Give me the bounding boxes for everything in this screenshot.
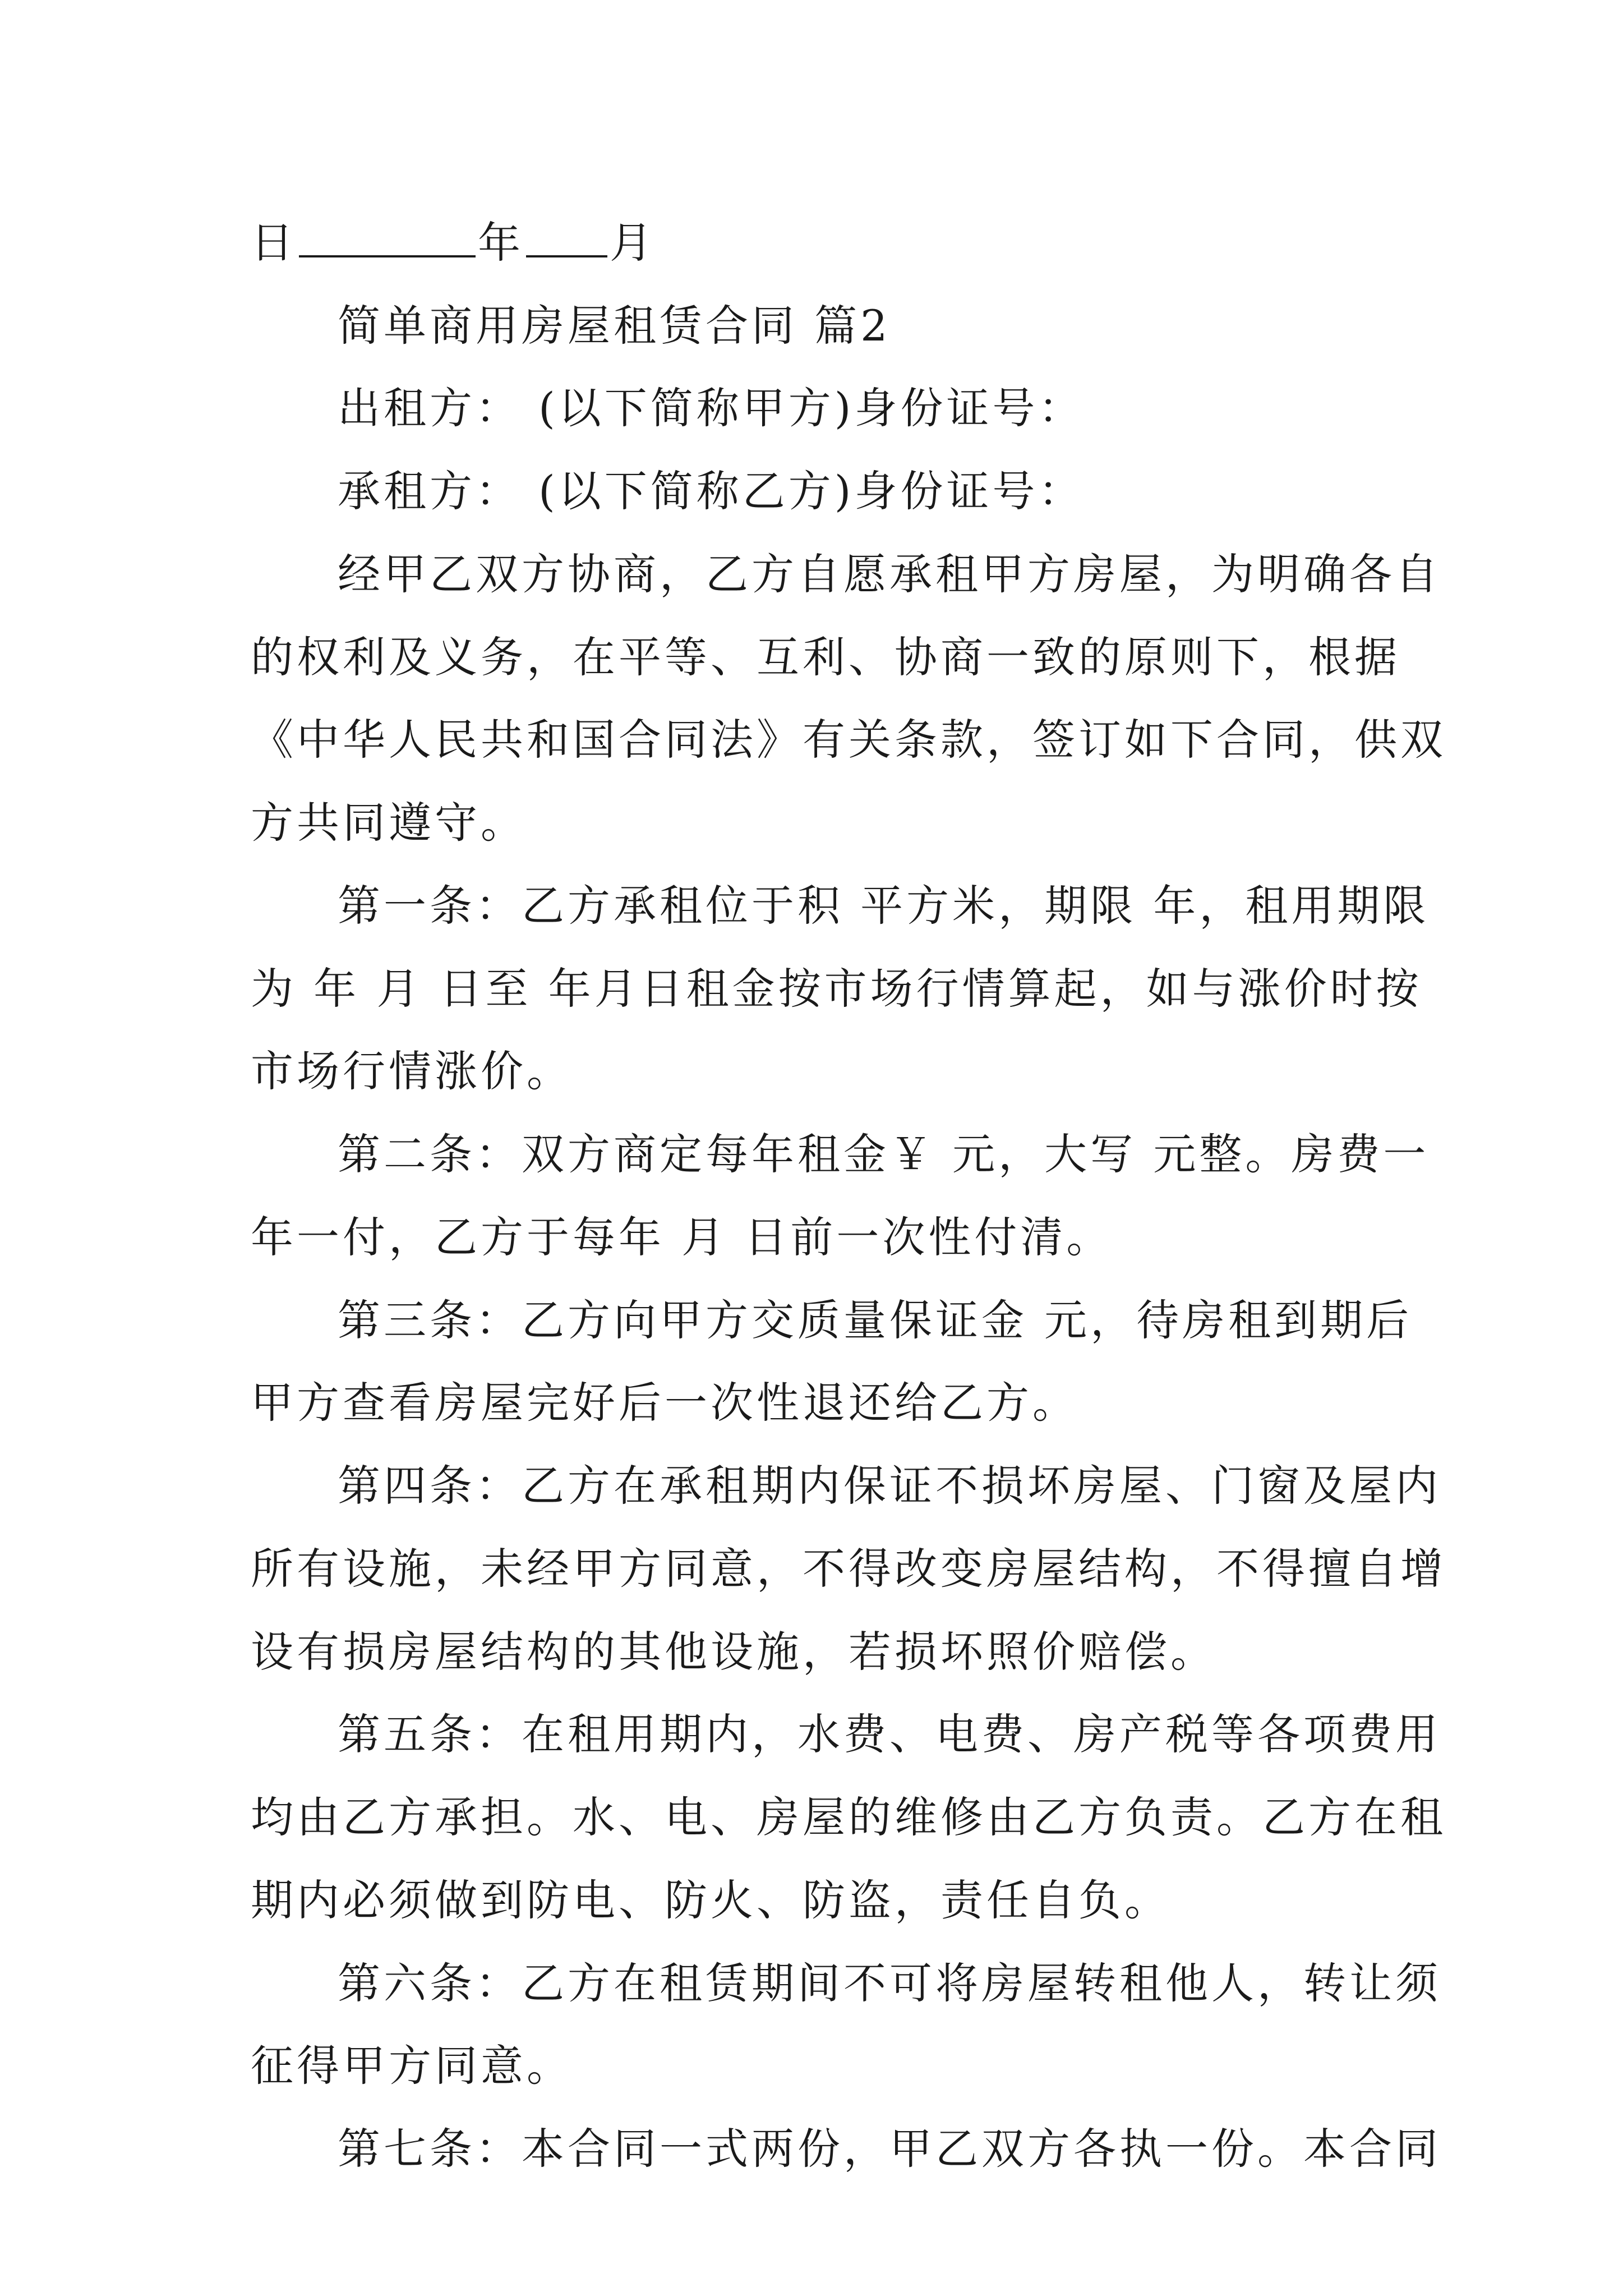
preamble-line-4: 方共同遵守。 bbox=[251, 798, 527, 848]
date-day-label: 日 bbox=[251, 218, 297, 268]
article-2-line-2: 年一付，乙方于每年 月 日前一次性付清。 bbox=[251, 1212, 1113, 1262]
article-5-line-2: 均由乙方承担。水、电、房屋的维修由乙方负责。乙方在租 bbox=[251, 1792, 1446, 1842]
article-3-line-1: 第三条：乙方向甲方交质量保证金 元，待房租到期后 bbox=[338, 1295, 1413, 1345]
article-6-line-2: 征得甲方同意。 bbox=[251, 2041, 573, 2091]
article-4-line-3: 设有损房屋结构的其他设施，若损坏照价赔偿。 bbox=[251, 1627, 1216, 1677]
article-1-line-2: 为 年 月 日至 年月日租金按市场行情算起，如与涨价时按 bbox=[251, 964, 1422, 1014]
lessee-line: 承租方： (以下简称乙方)身份证号： bbox=[338, 466, 1085, 516]
article-4-line-1: 第四条：乙方在承租期内保证不损坏房屋、门窗及屋内 bbox=[338, 1461, 1441, 1511]
article-7-line-1: 第七条：本合同一式两份，甲乙双方各执一份。本合同 bbox=[338, 2124, 1441, 2174]
article-5-line-3: 期内必须做到防电、防火、防盗，责任自负。 bbox=[251, 1875, 1170, 1925]
date-month-label: 月 bbox=[610, 218, 656, 268]
contract-title: 简单商用房屋租赁合同 篇2 bbox=[338, 301, 891, 351]
preamble-line-3: 《中华人民共和国合同法》有关条款，签订如下合同，供双 bbox=[251, 715, 1446, 765]
date-blank-month bbox=[526, 215, 607, 257]
article-5-line-1: 第五条：在租用期内，水费、电费、房产税等各项费用 bbox=[338, 1709, 1441, 1759]
article-1-line-3: 市场行情涨价。 bbox=[251, 1046, 573, 1096]
article-4-line-2: 所有设施，未经甲方同意，不得改变房屋结构，不得擅自增 bbox=[251, 1544, 1446, 1594]
preamble-line-1: 经甲乙双方协商，乙方自愿承租甲方房屋，为明确各自 bbox=[338, 549, 1441, 599]
article-2-line-1: 第二条：双方商定每年租金￥ 元，大写 元整。房费一 bbox=[338, 1129, 1430, 1179]
date-blank-year bbox=[299, 215, 476, 257]
lessor-line: 出租方： (以下简称甲方)身份证号： bbox=[338, 383, 1085, 433]
date-line bbox=[251, 215, 1389, 271]
article-6-line-1: 第六条：乙方在租赁期间不可将房屋转租他人，转让须 bbox=[338, 1958, 1441, 2008]
article-1-line-1: 第一条：乙方承租位于积 平方米，期限 年，租用期限 bbox=[338, 881, 1430, 931]
article-3-line-2: 甲方查看房屋完好后一次性退还给乙方。 bbox=[251, 1378, 1078, 1428]
preamble-line-2: 的权利及义务，在平等、互利、协商一致的原则下，根据 bbox=[251, 632, 1400, 682]
date-year-label: 年 bbox=[478, 218, 524, 268]
